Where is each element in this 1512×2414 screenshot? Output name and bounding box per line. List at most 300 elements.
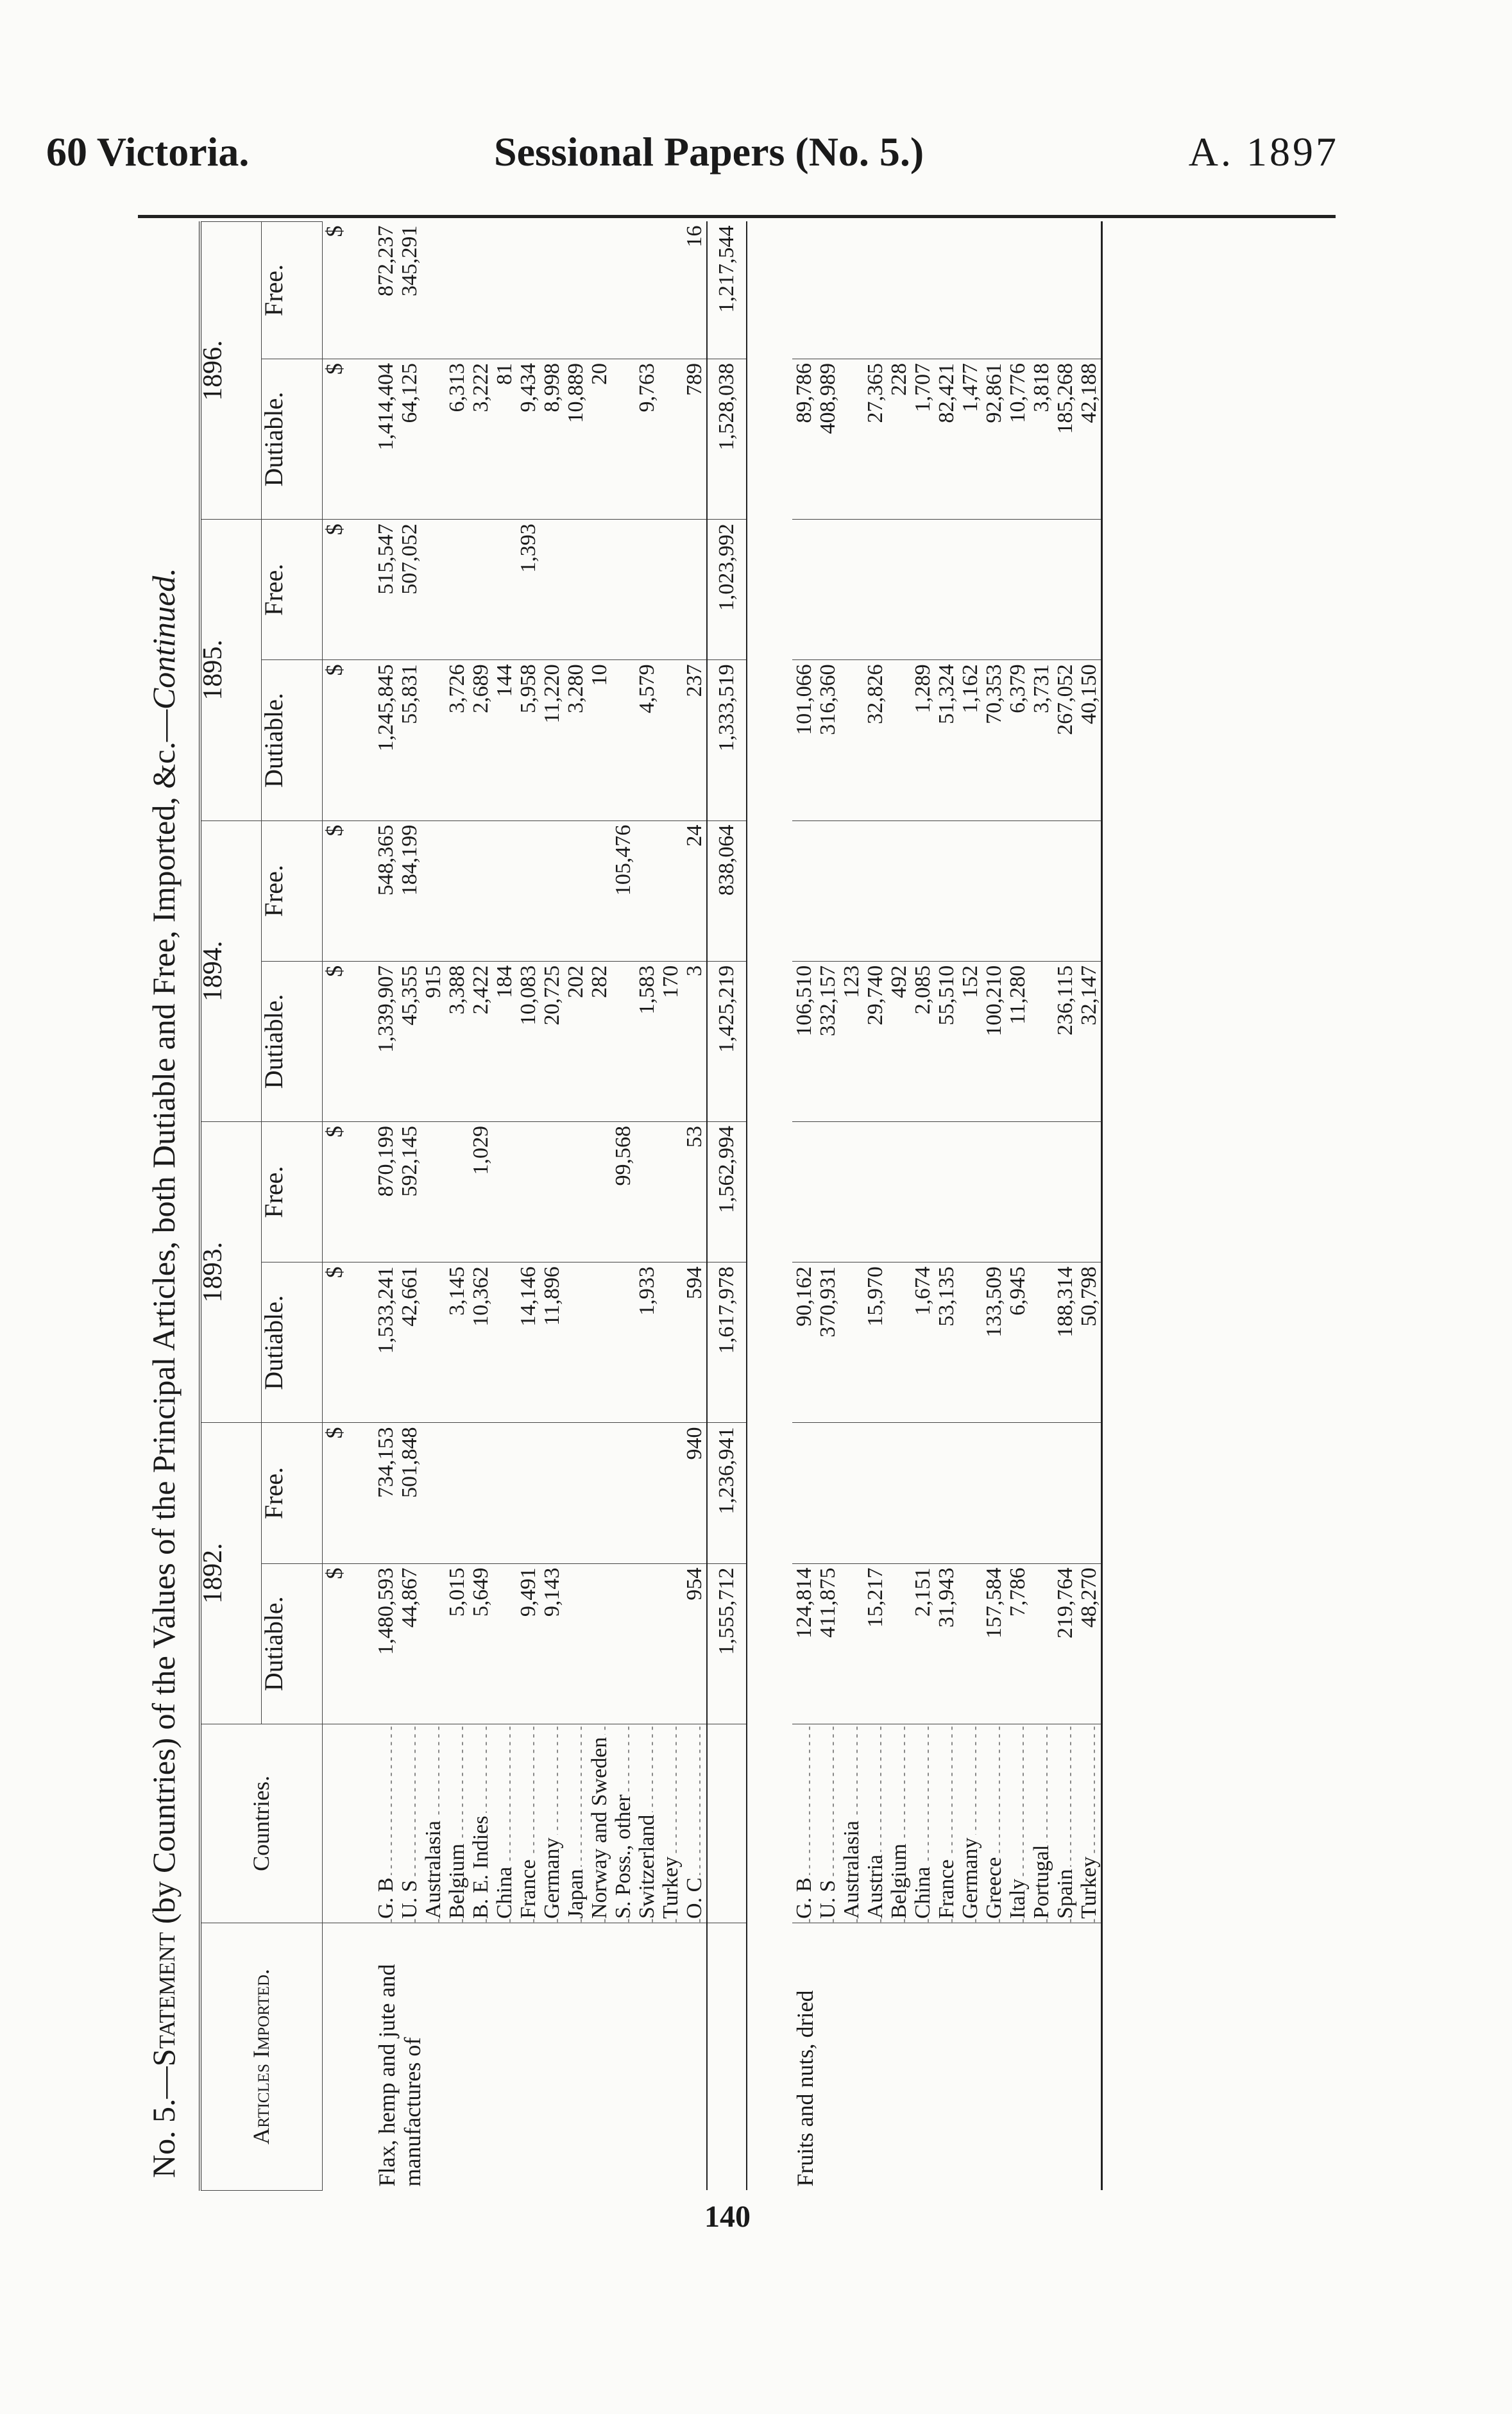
dutiable-value: 1,583 <box>635 961 659 1121</box>
table-row <box>516 222 540 2191</box>
free-value <box>445 520 469 660</box>
dutiable-value: 594 <box>683 1262 707 1423</box>
free-value: 940 <box>683 1423 707 1563</box>
col-dutiable-3: Dutiable. <box>261 660 322 820</box>
free-value <box>911 820 935 961</box>
free-value <box>982 520 1006 660</box>
dutiable-value: 90,162 <box>792 1262 816 1423</box>
dutiable-value: 1,674 <box>911 1262 935 1423</box>
free-value <box>792 820 816 961</box>
dollar-sign: $ <box>322 520 374 660</box>
free-value <box>659 520 683 660</box>
free-value <box>935 520 958 660</box>
free-value: 1,393 <box>516 520 540 660</box>
dutiable-value <box>588 1563 611 1724</box>
dutiable-value: 15,970 <box>863 1262 887 1423</box>
table-row <box>469 222 493 2191</box>
country-cell <box>863 1724 887 1923</box>
free-value <box>935 820 958 961</box>
country-cell <box>958 1724 982 1923</box>
country-name: Germany <box>958 1835 982 1919</box>
col-dutiable-0: Dutiable. <box>261 1563 322 1724</box>
dutiable-value: 954 <box>683 1563 707 1724</box>
dutiable-value: 100,210 <box>982 961 1006 1121</box>
free-value: 515,547 <box>374 520 398 660</box>
free-value <box>816 1122 840 1262</box>
dutiable-value: 789 <box>683 359 707 519</box>
total-row <box>707 222 747 2191</box>
dutiable-value: 185,268 <box>1053 359 1077 519</box>
dutiable-value: 70,353 <box>982 660 1006 820</box>
dutiable-value: 11,220 <box>540 660 564 820</box>
import-statement-table <box>199 221 1103 2191</box>
country-cell <box>421 1724 445 1923</box>
article-name: Flax, hemp and jute and manufactures of <box>373 1964 425 2187</box>
free-value <box>588 222 611 359</box>
country-name: Italy <box>1006 1876 1030 1919</box>
col-free-0: Free. <box>261 1423 322 1563</box>
free-value <box>1006 1423 1030 1563</box>
dutiable-value <box>493 1262 516 1423</box>
dollar-row-article <box>322 1923 374 2190</box>
free-value <box>588 520 611 660</box>
table-row <box>1006 222 1030 2191</box>
dutiable-value: 53,135 <box>935 1262 958 1423</box>
dutiable-value: 228 <box>887 359 911 519</box>
free-value <box>840 1122 863 1262</box>
free-value <box>1077 1423 1102 1563</box>
free-value <box>469 222 493 359</box>
country-cell <box>469 1724 493 1923</box>
free-value <box>887 520 911 660</box>
country-cell <box>1006 1724 1030 1923</box>
free-value <box>982 1122 1006 1262</box>
free-value <box>635 820 659 961</box>
dutiable-value: 48,270 <box>1077 1563 1102 1724</box>
country-name: S. Poss., other <box>611 1792 635 1919</box>
table-row <box>588 222 611 2191</box>
table-row <box>887 222 911 2191</box>
title-text: (by Countries) of the Values of the Principal Articles, both Dutiable and Free, Imported, &c.— <box>146 710 182 1932</box>
dollar-sign: $ <box>322 1262 374 1423</box>
free-value <box>659 222 683 359</box>
dutiable-value: 42,661 <box>398 1262 421 1423</box>
free-value: 99,568 <box>611 1122 635 1262</box>
free-value <box>935 222 958 359</box>
free-value <box>887 1122 911 1262</box>
dollar-sign: $ <box>322 660 374 820</box>
dutiable-value: 20 <box>588 359 611 519</box>
dutiable-value: 3,280 <box>564 660 588 820</box>
country-name: China <box>911 1864 935 1919</box>
country-name: Norway and Sweden <box>588 1735 611 1919</box>
table-row <box>935 222 958 2191</box>
dutiable-value: 3,726 <box>445 660 469 820</box>
free-value <box>445 1122 469 1262</box>
dutiable-value: 11,280 <box>1006 961 1030 1121</box>
col-articles-imported: Articles Imported. <box>200 1923 322 2190</box>
country-cell <box>374 1724 398 1923</box>
free-value <box>911 1423 935 1563</box>
dutiable-value: 6,945 <box>1006 1262 1030 1423</box>
table-row <box>564 222 588 2191</box>
year-1894: 1894. <box>200 820 261 1121</box>
free-value <box>840 520 863 660</box>
country-cell <box>611 1724 635 1923</box>
dutiable-value: 3,145 <box>445 1262 469 1423</box>
free-value <box>863 1423 887 1563</box>
free-value <box>516 222 540 359</box>
free-value <box>840 820 863 961</box>
free-value <box>611 520 635 660</box>
dutiable-value: 124,814 <box>792 1563 816 1724</box>
free-value <box>911 520 935 660</box>
free-value <box>516 820 540 961</box>
dollar-sign: $ <box>322 1563 374 1724</box>
title-number: No. 5.— <box>146 2066 182 2178</box>
dutiable-value <box>421 660 445 820</box>
free-value <box>564 820 588 961</box>
dutiable-value: 411,875 <box>816 1563 840 1724</box>
dutiable-value: 6,379 <box>1006 660 1030 820</box>
dollar-row-country <box>322 1724 374 1923</box>
country-cell <box>683 1724 707 1923</box>
dutiable-value: 1,245,845 <box>374 660 398 820</box>
country-cell <box>792 1724 816 1923</box>
section-gap <box>747 222 792 2191</box>
dutiable-value: 8,998 <box>540 359 564 519</box>
dutiable-value: 2,085 <box>911 961 935 1121</box>
dutiable-value: 5,958 <box>516 660 540 820</box>
dutiable-value <box>611 1262 635 1423</box>
dutiable-value <box>840 1262 863 1423</box>
free-value <box>445 820 469 961</box>
dutiable-value: 42,188 <box>1077 359 1102 519</box>
dutiable-value <box>421 359 445 519</box>
country-cell <box>445 1724 469 1923</box>
table-title <box>138 228 189 2178</box>
free-value <box>659 1122 683 1262</box>
country-name: Switzerland <box>635 1812 659 1919</box>
free-value <box>493 520 516 660</box>
dutiable-value: 370,931 <box>816 1262 840 1423</box>
free-value <box>792 520 816 660</box>
dutiable-value: 202 <box>564 961 588 1121</box>
free-value <box>421 1122 445 1262</box>
country-cell <box>516 1724 540 1923</box>
free-value <box>493 820 516 961</box>
table-row <box>445 222 469 2191</box>
country-name: B. E. Indies <box>469 1813 493 1919</box>
dutiable-value: 92,861 <box>982 359 1006 519</box>
total-value: 838,064 <box>707 820 747 961</box>
dutiable-value: 10,083 <box>516 961 540 1121</box>
free-value <box>1053 222 1077 359</box>
dutiable-value: 32,826 <box>863 660 887 820</box>
dutiable-value: 10,776 <box>1006 359 1030 519</box>
col-free-1: Free. <box>261 1122 322 1262</box>
free-value: 16 <box>683 222 707 359</box>
header-sessional-papers: Sessional Papers (No. 5.) <box>494 129 924 174</box>
free-value <box>863 520 887 660</box>
total-value: 1,023,992 <box>707 520 747 660</box>
free-value <box>445 222 469 359</box>
dutiable-value: 45,355 <box>398 961 421 1121</box>
free-value <box>540 520 564 660</box>
dutiable-value <box>493 1563 516 1724</box>
dutiable-value: 44,867 <box>398 1563 421 1724</box>
col-dutiable-2: Dutiable. <box>261 961 322 1121</box>
total-value: 1,555,712 <box>707 1563 747 1724</box>
free-value <box>611 1423 635 1563</box>
total-value: 1,217,544 <box>707 222 747 359</box>
country-name: Australasia <box>840 1818 863 1919</box>
dutiable-value: 170 <box>659 961 683 1121</box>
dutiable-value: 40,150 <box>1077 660 1102 820</box>
free-value <box>421 820 445 961</box>
total-value: 1,333,519 <box>707 660 747 820</box>
free-value <box>982 222 1006 359</box>
country-cell <box>540 1724 564 1923</box>
country-cell <box>564 1724 588 1923</box>
free-value <box>863 820 887 961</box>
dutiable-value: 3,388 <box>445 961 469 1121</box>
dutiable-value: 3 <box>683 961 707 1121</box>
rotated-table-frame <box>138 221 1334 2191</box>
dutiable-value: 55,510 <box>935 961 958 1121</box>
free-value <box>469 1423 493 1563</box>
dutiable-value <box>564 1563 588 1724</box>
country-name: France <box>516 1857 540 1919</box>
section-gap-cell <box>747 222 792 2191</box>
dutiable-value: 2,422 <box>469 961 493 1121</box>
country-cell <box>816 1724 840 1923</box>
dutiable-value: 144 <box>493 660 516 820</box>
dutiable-value: 152 <box>958 961 982 1121</box>
free-value <box>611 222 635 359</box>
dutiable-value: 55,831 <box>398 660 421 820</box>
rotated-table-content <box>138 221 1334 2191</box>
dutiable-value <box>840 359 863 519</box>
table-row <box>1077 222 1102 2191</box>
dutiable-value: 1,933 <box>635 1262 659 1423</box>
free-value <box>540 1122 564 1262</box>
free-value: 734,153 <box>374 1423 398 1563</box>
dollar-sign: $ <box>322 1423 374 1563</box>
col-free-2: Free. <box>261 820 322 961</box>
free-value <box>958 1122 982 1262</box>
dutiable-value <box>611 359 635 519</box>
dutiable-value <box>659 359 683 519</box>
dutiable-value <box>887 1262 911 1423</box>
free-value <box>887 1423 911 1563</box>
free-value <box>1030 1423 1053 1563</box>
free-value <box>659 1423 683 1563</box>
free-value <box>1030 520 1053 660</box>
dutiable-value: 81 <box>493 359 516 519</box>
dutiable-value <box>840 660 863 820</box>
free-value <box>911 1122 935 1262</box>
dutiable-value: 236,115 <box>1053 961 1077 1121</box>
free-value <box>887 222 911 359</box>
country-cell <box>1053 1724 1077 1923</box>
free-value <box>635 520 659 660</box>
dutiable-value: 188,314 <box>1053 1262 1077 1423</box>
table-row <box>911 222 935 2191</box>
year-1895: 1895. <box>200 520 261 820</box>
free-value <box>1006 222 1030 359</box>
dutiable-value: 184 <box>493 961 516 1121</box>
col-dutiable-4: Dutiable. <box>261 359 322 519</box>
free-value <box>421 520 445 660</box>
dutiable-value: 9,491 <box>516 1563 540 1724</box>
dollar-sign: $ <box>322 359 374 519</box>
free-value <box>1006 820 1030 961</box>
free-value <box>887 820 911 961</box>
dutiable-value <box>958 1262 982 1423</box>
table-row <box>816 222 840 2191</box>
dutiable-value <box>659 660 683 820</box>
free-value: 872,237 <box>374 222 398 359</box>
total-row-article <box>707 1923 747 2190</box>
dollar-sign: $ <box>322 222 374 359</box>
free-value <box>564 222 588 359</box>
table-row <box>611 222 635 2191</box>
dutiable-value <box>635 1563 659 1724</box>
free-value <box>493 1122 516 1262</box>
free-value <box>469 520 493 660</box>
table-row <box>659 222 683 2191</box>
table-row <box>635 222 659 2191</box>
country-name: Austria <box>863 1852 887 1919</box>
free-value <box>588 1122 611 1262</box>
dutiable-value: 5,649 <box>469 1563 493 1724</box>
table-row <box>421 222 445 2191</box>
free-value <box>816 1423 840 1563</box>
country-name: China <box>493 1864 516 1919</box>
dutiable-value: 5,015 <box>445 1563 469 1724</box>
dutiable-value: 915 <box>421 961 445 1121</box>
dutiable-value: 32,147 <box>1077 961 1102 1121</box>
country-name: U. S <box>816 1878 840 1919</box>
free-value <box>564 1423 588 1563</box>
country-name: Belgium <box>445 1841 469 1919</box>
free-value <box>635 222 659 359</box>
title-continued: Continued. <box>146 568 182 710</box>
free-value <box>863 1122 887 1262</box>
free-value <box>840 222 863 359</box>
country-cell <box>493 1724 516 1923</box>
free-value <box>635 1122 659 1262</box>
free-value <box>1053 820 1077 961</box>
table-row <box>493 222 516 2191</box>
dutiable-value <box>659 1262 683 1423</box>
dutiable-value: 20,725 <box>540 961 564 1121</box>
dutiable-value <box>958 1563 982 1724</box>
free-value <box>659 820 683 961</box>
dutiable-value: 1,339,907 <box>374 961 398 1121</box>
dutiable-value: 1,480,593 <box>374 1563 398 1724</box>
free-value <box>540 222 564 359</box>
dutiable-value: 27,365 <box>863 359 887 519</box>
free-value <box>911 222 935 359</box>
dutiable-value: 10,889 <box>564 359 588 519</box>
free-value: 184,199 <box>398 820 421 961</box>
dutiable-value: 237 <box>683 660 707 820</box>
free-value <box>982 820 1006 961</box>
dutiable-value: 3,731 <box>1030 660 1053 820</box>
dutiable-value: 157,584 <box>982 1563 1006 1724</box>
header-rule <box>138 215 1336 218</box>
free-value <box>564 520 588 660</box>
total-value: 1,236,941 <box>707 1423 747 1563</box>
table-row <box>792 222 816 2191</box>
dutiable-value: 219,764 <box>1053 1563 1077 1724</box>
free-value: 105,476 <box>611 820 635 961</box>
free-value <box>1077 820 1102 961</box>
year-1893: 1893. <box>200 1122 261 1423</box>
free-value: 548,365 <box>374 820 398 961</box>
country-cell <box>659 1724 683 1923</box>
dutiable-value: 82,421 <box>935 359 958 519</box>
dutiable-value <box>659 1563 683 1724</box>
free-value <box>863 222 887 359</box>
country-name: Turkey <box>1077 1854 1101 1919</box>
dutiable-value: 64,125 <box>398 359 421 519</box>
free-value <box>792 1122 816 1262</box>
dutiable-value: 408,989 <box>816 359 840 519</box>
free-value <box>1030 820 1053 961</box>
country-name: Turkey <box>659 1854 683 1919</box>
col-countries: Countries. <box>200 1724 322 1923</box>
dutiable-value <box>421 1262 445 1423</box>
country-cell <box>911 1724 935 1923</box>
free-value <box>516 1423 540 1563</box>
free-value <box>816 520 840 660</box>
total-value: 1,425,219 <box>707 961 747 1121</box>
free-value <box>540 1423 564 1563</box>
dutiable-value <box>564 1262 588 1423</box>
free-value <box>935 1122 958 1262</box>
dutiable-value <box>611 660 635 820</box>
total-value: 1,617,978 <box>707 1262 747 1423</box>
free-value: 870,199 <box>374 1122 398 1262</box>
free-value <box>1077 520 1102 660</box>
free-value <box>683 520 707 660</box>
country-cell <box>982 1724 1006 1923</box>
free-value <box>1006 1122 1030 1262</box>
free-value <box>982 1423 1006 1563</box>
table-row <box>840 222 863 2191</box>
free-value <box>792 1423 816 1563</box>
free-value <box>493 1423 516 1563</box>
dutiable-value <box>1030 961 1053 1121</box>
country-cell <box>588 1724 611 1923</box>
country-cell <box>398 1724 421 1923</box>
country-name: O. C <box>683 1875 706 1919</box>
title-statement: Statement <box>146 1932 182 2067</box>
total-value: 1,562,994 <box>707 1122 747 1262</box>
country-name: Portugal <box>1030 1842 1053 1919</box>
dutiable-value: 7,786 <box>1006 1563 1030 1724</box>
free-value <box>421 222 445 359</box>
dollar-sign: $ <box>322 820 374 961</box>
dutiable-value: 267,052 <box>1053 660 1077 820</box>
table-row <box>1053 222 1077 2191</box>
year-1892: 1892. <box>200 1423 261 1724</box>
free-value <box>1053 520 1077 660</box>
dutiable-value: 282 <box>588 961 611 1121</box>
